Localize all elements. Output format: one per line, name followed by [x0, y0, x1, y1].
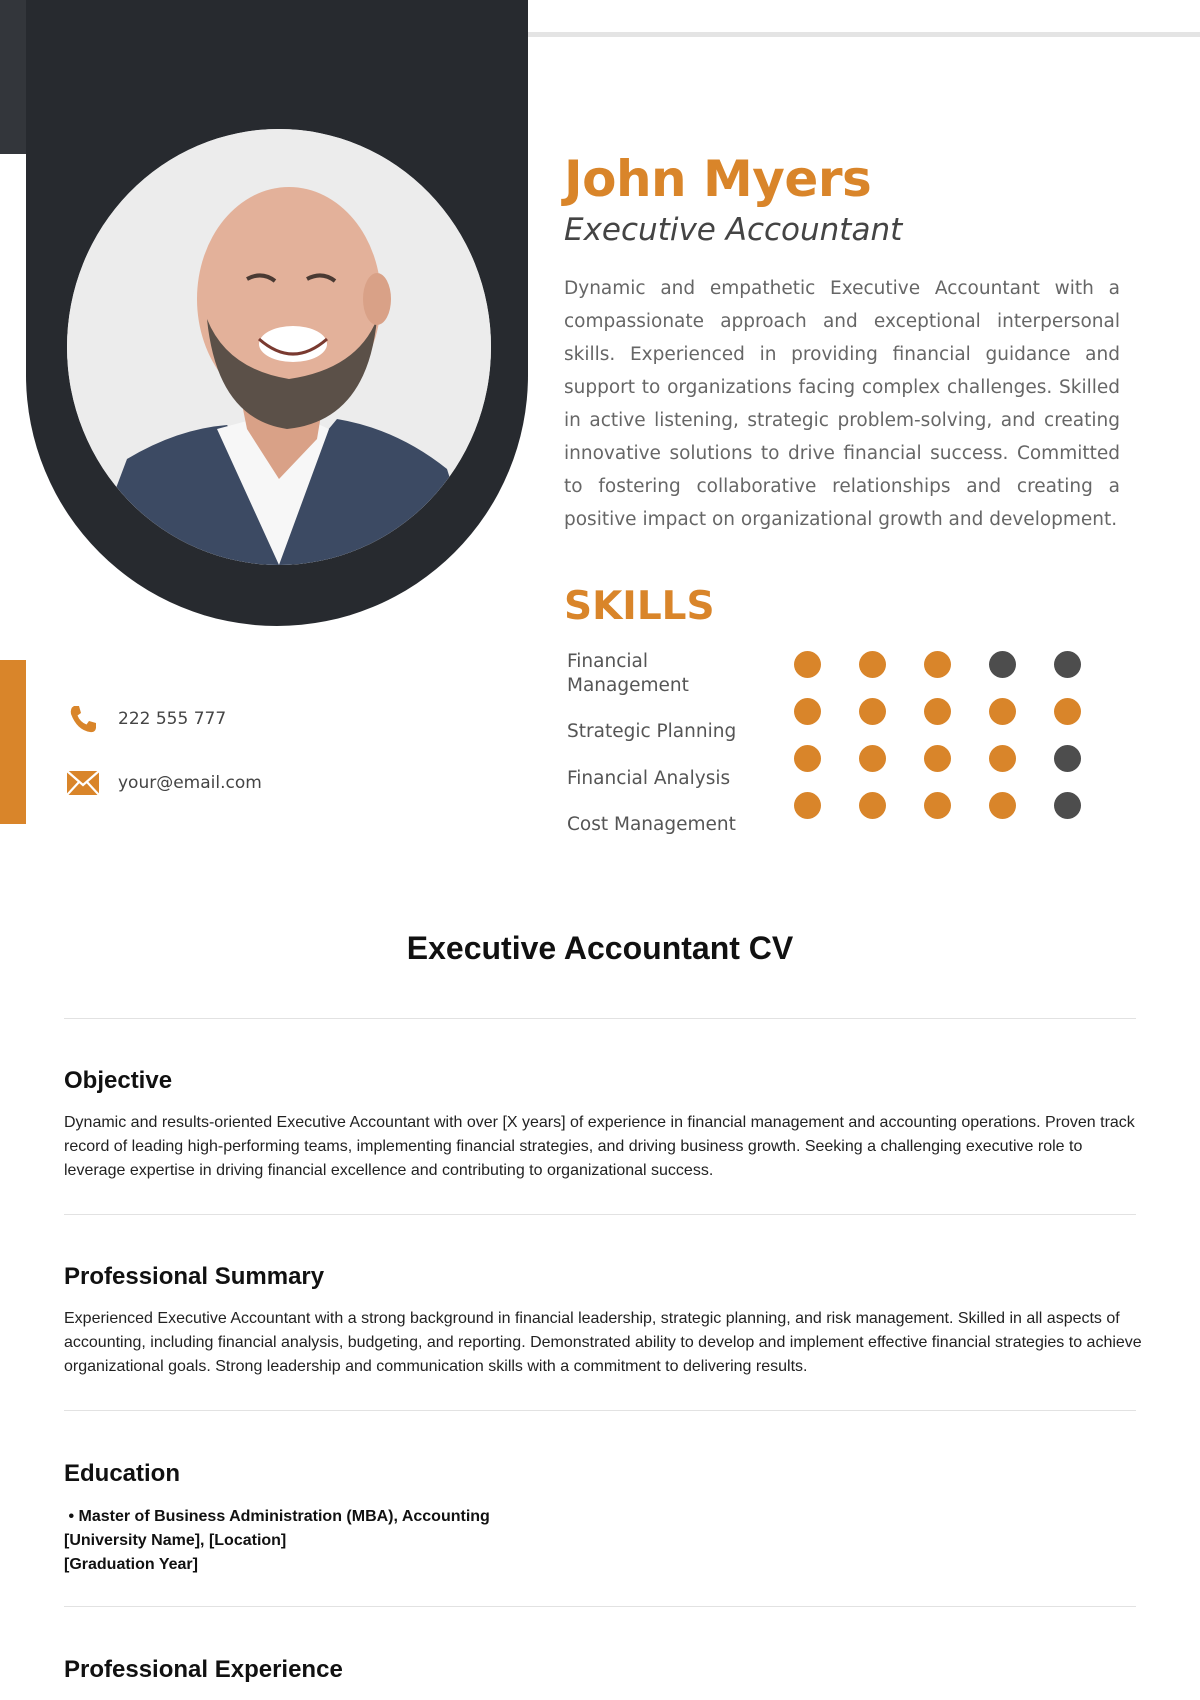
rating-dot-filled — [924, 698, 951, 725]
rating-dot-filled — [924, 792, 951, 819]
rating-dot-filled — [924, 651, 951, 678]
phone-icon — [66, 702, 100, 736]
rating-dot-empty — [1054, 792, 1081, 819]
field: Accounting — [401, 1508, 490, 1525]
objective-text: Dynamic and results-oriented Executive Accountant with over [X years] of experience in financial management and accounting operations. Proven track record of leading high-performing teams, implementing financial strategies, and driving business growth. Seeking a challenging executive role to leverage expertise in driving financial excellence and contributing to organizational success. — [64, 1114, 1135, 1179]
rating-dot-empty — [1054, 651, 1081, 678]
rating-dot-filled — [989, 745, 1016, 772]
phone-number: 222 555 777 — [118, 709, 227, 729]
rating-dot-filled — [1054, 698, 1081, 725]
skills-heading: SKILLS — [564, 584, 715, 629]
summary-text: Experienced Executive Accountant with a strong background in financial leadership, strategic planning, and risk management. Skilled in all aspects of accounting, including financial analysis, budgeting, and reporting. Demonstrated ability to develop and implement effective financial strategies to achieve organizational goals. Strong leadership and communication skills with a commitment to delivering results. — [64, 1310, 1142, 1375]
candidate-bio: Dynamic and empathetic Executive Accountant with a compassionate approach and exceptional interpersonal skills. Experienced in providing financial guidance and support to organizations facing complex challenges. Skilled in active listening, strategic problem-solving, and creating innovative solutions to drive financial success. Committed to fostering collaborative relationships and creating a positive impact on organizational growth and development. — [564, 278, 1120, 530]
objective-heading: Objective — [64, 1067, 173, 1094]
bullet: • — [68, 1508, 75, 1525]
rating-dot-filled — [859, 698, 886, 725]
education-heading: Education — [64, 1460, 181, 1487]
rating-dot-filled — [989, 792, 1016, 819]
divider — [64, 1606, 1136, 1607]
rating-dot-filled — [794, 651, 821, 678]
cv-title: Executive Accountant CV — [406, 930, 794, 966]
rating-dot-filled — [794, 698, 821, 725]
skill-rating — [794, 792, 1081, 819]
graduation-year: [Graduation Year] — [64, 1556, 198, 1573]
university: [University Name] — [64, 1532, 201, 1549]
skill-label: Financial Management — [567, 651, 689, 696]
email-address: your@email.com — [118, 773, 262, 793]
skill-rating — [794, 698, 1081, 725]
summary-heading: Professional Summary — [64, 1263, 325, 1290]
skill-rating — [794, 745, 1081, 772]
portrait-illustration — [67, 129, 491, 565]
skill-label: Financial Analysis — [567, 768, 731, 789]
experience-heading: Professional Experience — [64, 1656, 343, 1683]
divider — [64, 1410, 1136, 1411]
profile-photo — [67, 129, 491, 565]
rating-dot-filled — [859, 745, 886, 772]
accent-side-bar — [0, 660, 26, 824]
mail-icon — [66, 766, 100, 800]
rating-dot-empty — [1054, 745, 1081, 772]
rating-dot-filled — [794, 792, 821, 819]
degree: Master of Business Administration (MBA) — [78, 1508, 394, 1525]
skill-rating — [794, 651, 1081, 678]
rating-dot-filled — [924, 745, 951, 772]
skill-label: Strategic Planning — [567, 721, 737, 742]
candidate-role: Executive Accountant — [564, 212, 903, 248]
location: [Location] — [208, 1532, 287, 1549]
divider — [64, 1214, 1136, 1215]
skill-label: Cost Management — [567, 814, 736, 835]
education-entry — [64, 1505, 490, 1577]
divider — [64, 1018, 1136, 1019]
candidate-name: John Myers — [564, 150, 872, 208]
education-school-line: [University Name], [Location] — [64, 1532, 287, 1549]
contact-phone — [66, 702, 226, 736]
rating-dot-filled — [794, 745, 821, 772]
rating-dot-filled — [859, 651, 886, 678]
rating-dot-filled — [989, 698, 1016, 725]
rating-dot-filled — [859, 792, 886, 819]
dark-corner-strip — [0, 0, 26, 154]
top-rule — [528, 32, 1200, 37]
education-degree-line: • Master of Business Administration (MBA), Accounting — [68, 1508, 490, 1525]
contact-email — [66, 766, 262, 800]
rating-dot-empty — [989, 651, 1016, 678]
